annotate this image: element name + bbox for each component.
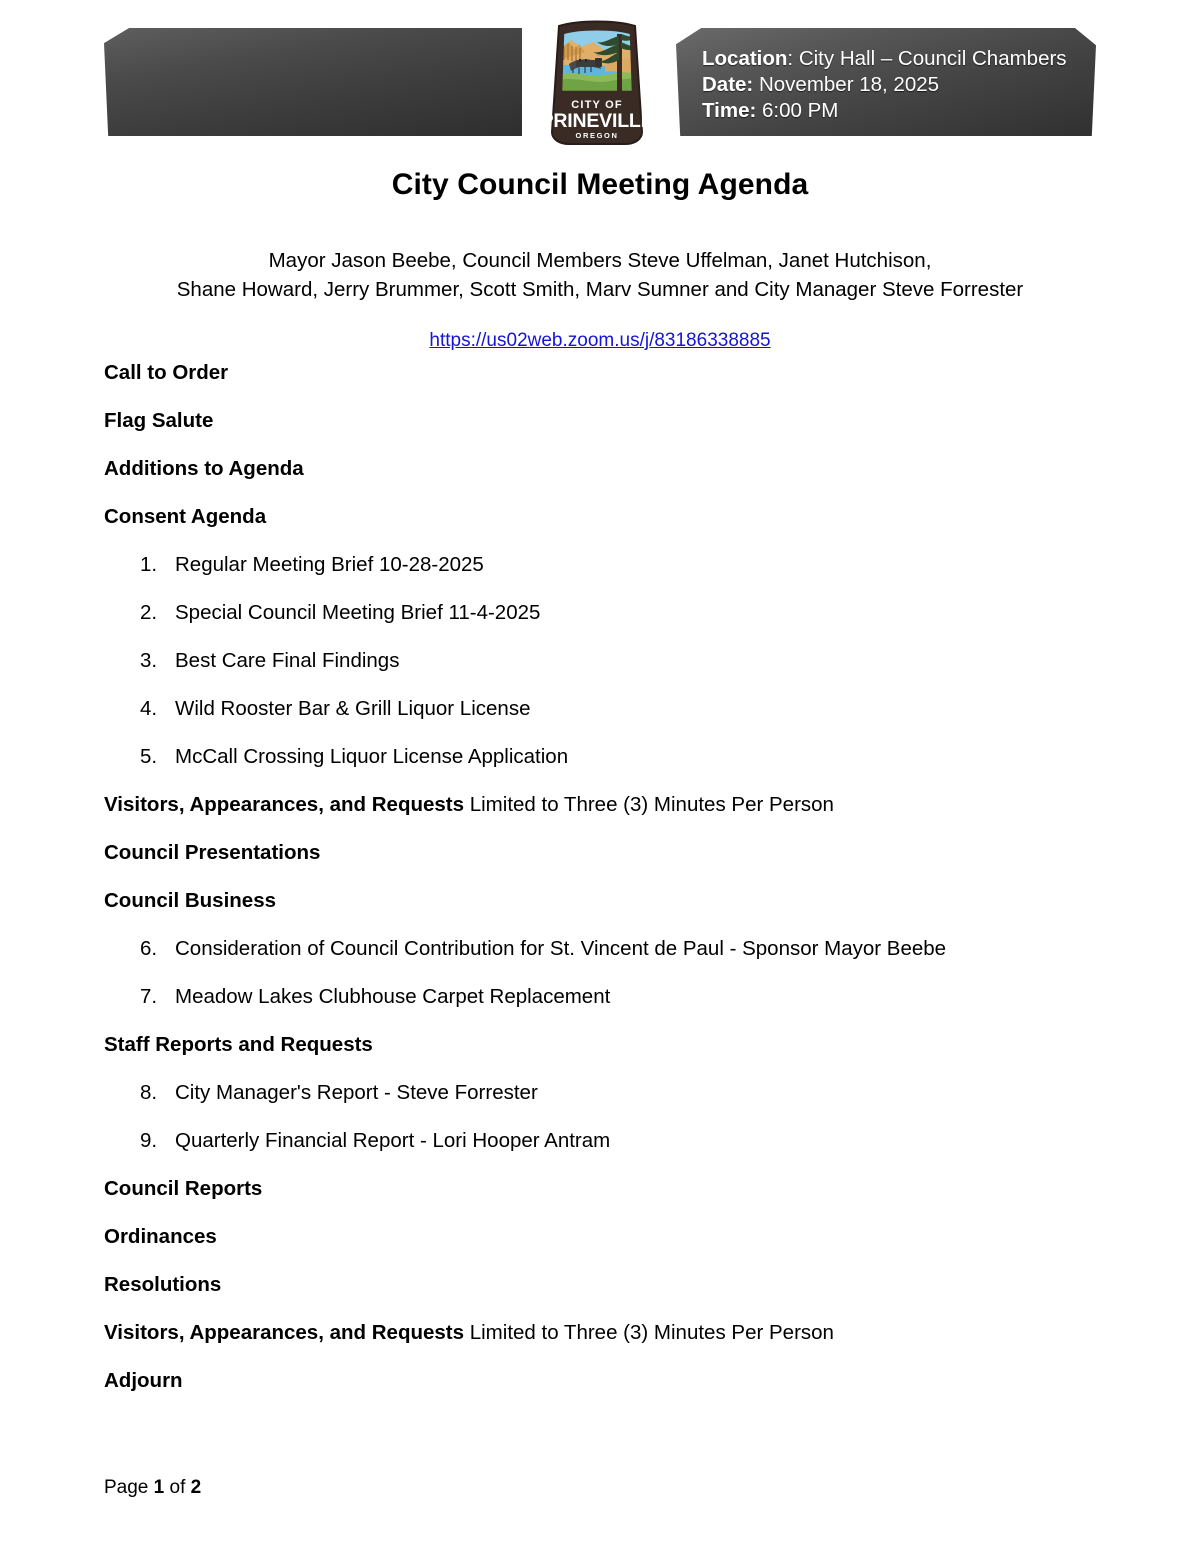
list-item bbox=[0, 552, 1200, 600]
list-item bbox=[0, 648, 1200, 696]
meeting-location-label: Location bbox=[702, 47, 788, 70]
meeting-time-value: 6:00 PM bbox=[756, 99, 839, 122]
agenda-heading-resolutions: Resolutions bbox=[104, 1273, 222, 1296]
header-left-banner bbox=[104, 28, 522, 136]
logo-line1: CITY OF bbox=[571, 99, 623, 111]
list-item-number: 6. bbox=[140, 937, 158, 960]
footer-page-current: 1 bbox=[153, 1477, 165, 1498]
list-item-number: 2. bbox=[140, 601, 158, 624]
list-item-label: Regular Meeting Brief 10-28-2025 bbox=[175, 553, 484, 576]
list-item-number: 9. bbox=[140, 1129, 158, 1152]
agenda-heading-council-presentations: Council Presentations bbox=[104, 841, 321, 864]
meeting-time-row bbox=[702, 98, 1082, 124]
meeting-date-label: Date: bbox=[702, 73, 754, 96]
list-item bbox=[0, 744, 1200, 792]
page-title: City Council Meeting Agenda bbox=[391, 168, 809, 201]
list-item-number: 4. bbox=[140, 697, 158, 720]
footer-page-total: 2 bbox=[190, 1477, 202, 1498]
list-item-number: 7. bbox=[140, 985, 158, 1008]
attendees-line-2: Shane Howard, Jerry Brummer, Scott Smith, Marv Sumner and City Manager Steve Forrester bbox=[176, 278, 1024, 301]
city-of-prineville-logo bbox=[545, 20, 649, 146]
list-item bbox=[0, 936, 1200, 984]
agenda-heading-visitors-1-bold: Visitors, Appearances, and Requests bbox=[104, 793, 465, 816]
agenda-content bbox=[0, 360, 1200, 1416]
attendees-block bbox=[58, 246, 1142, 304]
list-item bbox=[0, 1128, 1200, 1176]
list-item bbox=[0, 600, 1200, 648]
agenda-heading-ordinances: Ordinances bbox=[104, 1225, 217, 1248]
meeting-date-value: November 18, 2025 bbox=[753, 73, 940, 96]
meeting-location-row bbox=[702, 46, 1082, 72]
list-item-label: Meadow Lakes Clubhouse Carpet Replacement bbox=[175, 985, 611, 1008]
list-item bbox=[0, 1080, 1200, 1128]
page-header bbox=[0, 0, 1200, 148]
list-item-number: 1. bbox=[140, 553, 158, 576]
list-item-label: Consideration of Council Contribution for St. Vincent de Paul - Sponsor Mayor Beebe bbox=[175, 937, 947, 960]
agenda-heading-adjourn: Adjourn bbox=[104, 1369, 183, 1392]
agenda-heading-visitors-2 bbox=[0, 1320, 1200, 1368]
zoom-meeting-link[interactable]: https://us02web.zoom.us/j/83186338885 bbox=[429, 330, 771, 351]
list-item bbox=[0, 984, 1200, 1032]
footer-page-prefix: Page bbox=[104, 1477, 154, 1498]
meeting-date-row bbox=[702, 72, 1082, 98]
meeting-location-value: : City Hall – Council Chambers bbox=[787, 47, 1067, 70]
list-item-number: 8. bbox=[140, 1081, 158, 1104]
agenda-heading-additions-to-agenda: Additions to Agenda bbox=[104, 457, 304, 480]
agenda-heading-visitors-1-note: Limited to Three (3) Minutes Per Person bbox=[464, 793, 834, 816]
agenda-heading-council-business: Council Business bbox=[104, 889, 277, 912]
meeting-info-block bbox=[702, 46, 1082, 124]
zoom-link-container bbox=[0, 330, 1200, 352]
agenda-heading-council-reports: Council Reports bbox=[104, 1177, 263, 1200]
meeting-time-label: Time: bbox=[702, 99, 757, 122]
agenda-heading-visitors-1 bbox=[0, 792, 1200, 840]
list-item-number: 5. bbox=[140, 745, 158, 768]
list-item-label: Best Care Final Findings bbox=[175, 649, 400, 672]
agenda-heading-flag-salute: Flag Salute bbox=[104, 409, 214, 432]
list-item-label: Special Council Meeting Brief 11-4-2025 bbox=[175, 601, 541, 624]
agenda-heading-call-to-order: Call to Order bbox=[104, 361, 229, 384]
list-item bbox=[0, 696, 1200, 744]
list-item-label: McCall Crossing Liquor License Application bbox=[175, 745, 569, 768]
footer-page-middle: of bbox=[164, 1477, 191, 1498]
attendees-line-1: Mayor Jason Beebe, Council Members Steve Uffelman, Janet Hutchison, bbox=[268, 249, 932, 272]
page-footer bbox=[104, 1477, 201, 1499]
agenda-heading-visitors-2-note: Limited to Three (3) Minutes Per Person bbox=[464, 1321, 834, 1344]
logo-line2: PRINEVILLE bbox=[545, 110, 649, 132]
list-item-label: City Manager's Report - Steve Forrester bbox=[175, 1081, 538, 1104]
logo-line3: OREGON bbox=[575, 131, 619, 140]
list-item-label: Wild Rooster Bar & Grill Liquor License bbox=[175, 697, 531, 720]
list-item-label: Quarterly Financial Report - Lori Hooper Antram bbox=[175, 1129, 611, 1152]
agenda-heading-consent-agenda: Consent Agenda bbox=[104, 505, 267, 528]
list-item-number: 3. bbox=[140, 649, 158, 672]
agenda-heading-visitors-2-bold: Visitors, Appearances, and Requests bbox=[104, 1321, 465, 1344]
agenda-heading-staff-reports: Staff Reports and Requests bbox=[104, 1033, 373, 1056]
